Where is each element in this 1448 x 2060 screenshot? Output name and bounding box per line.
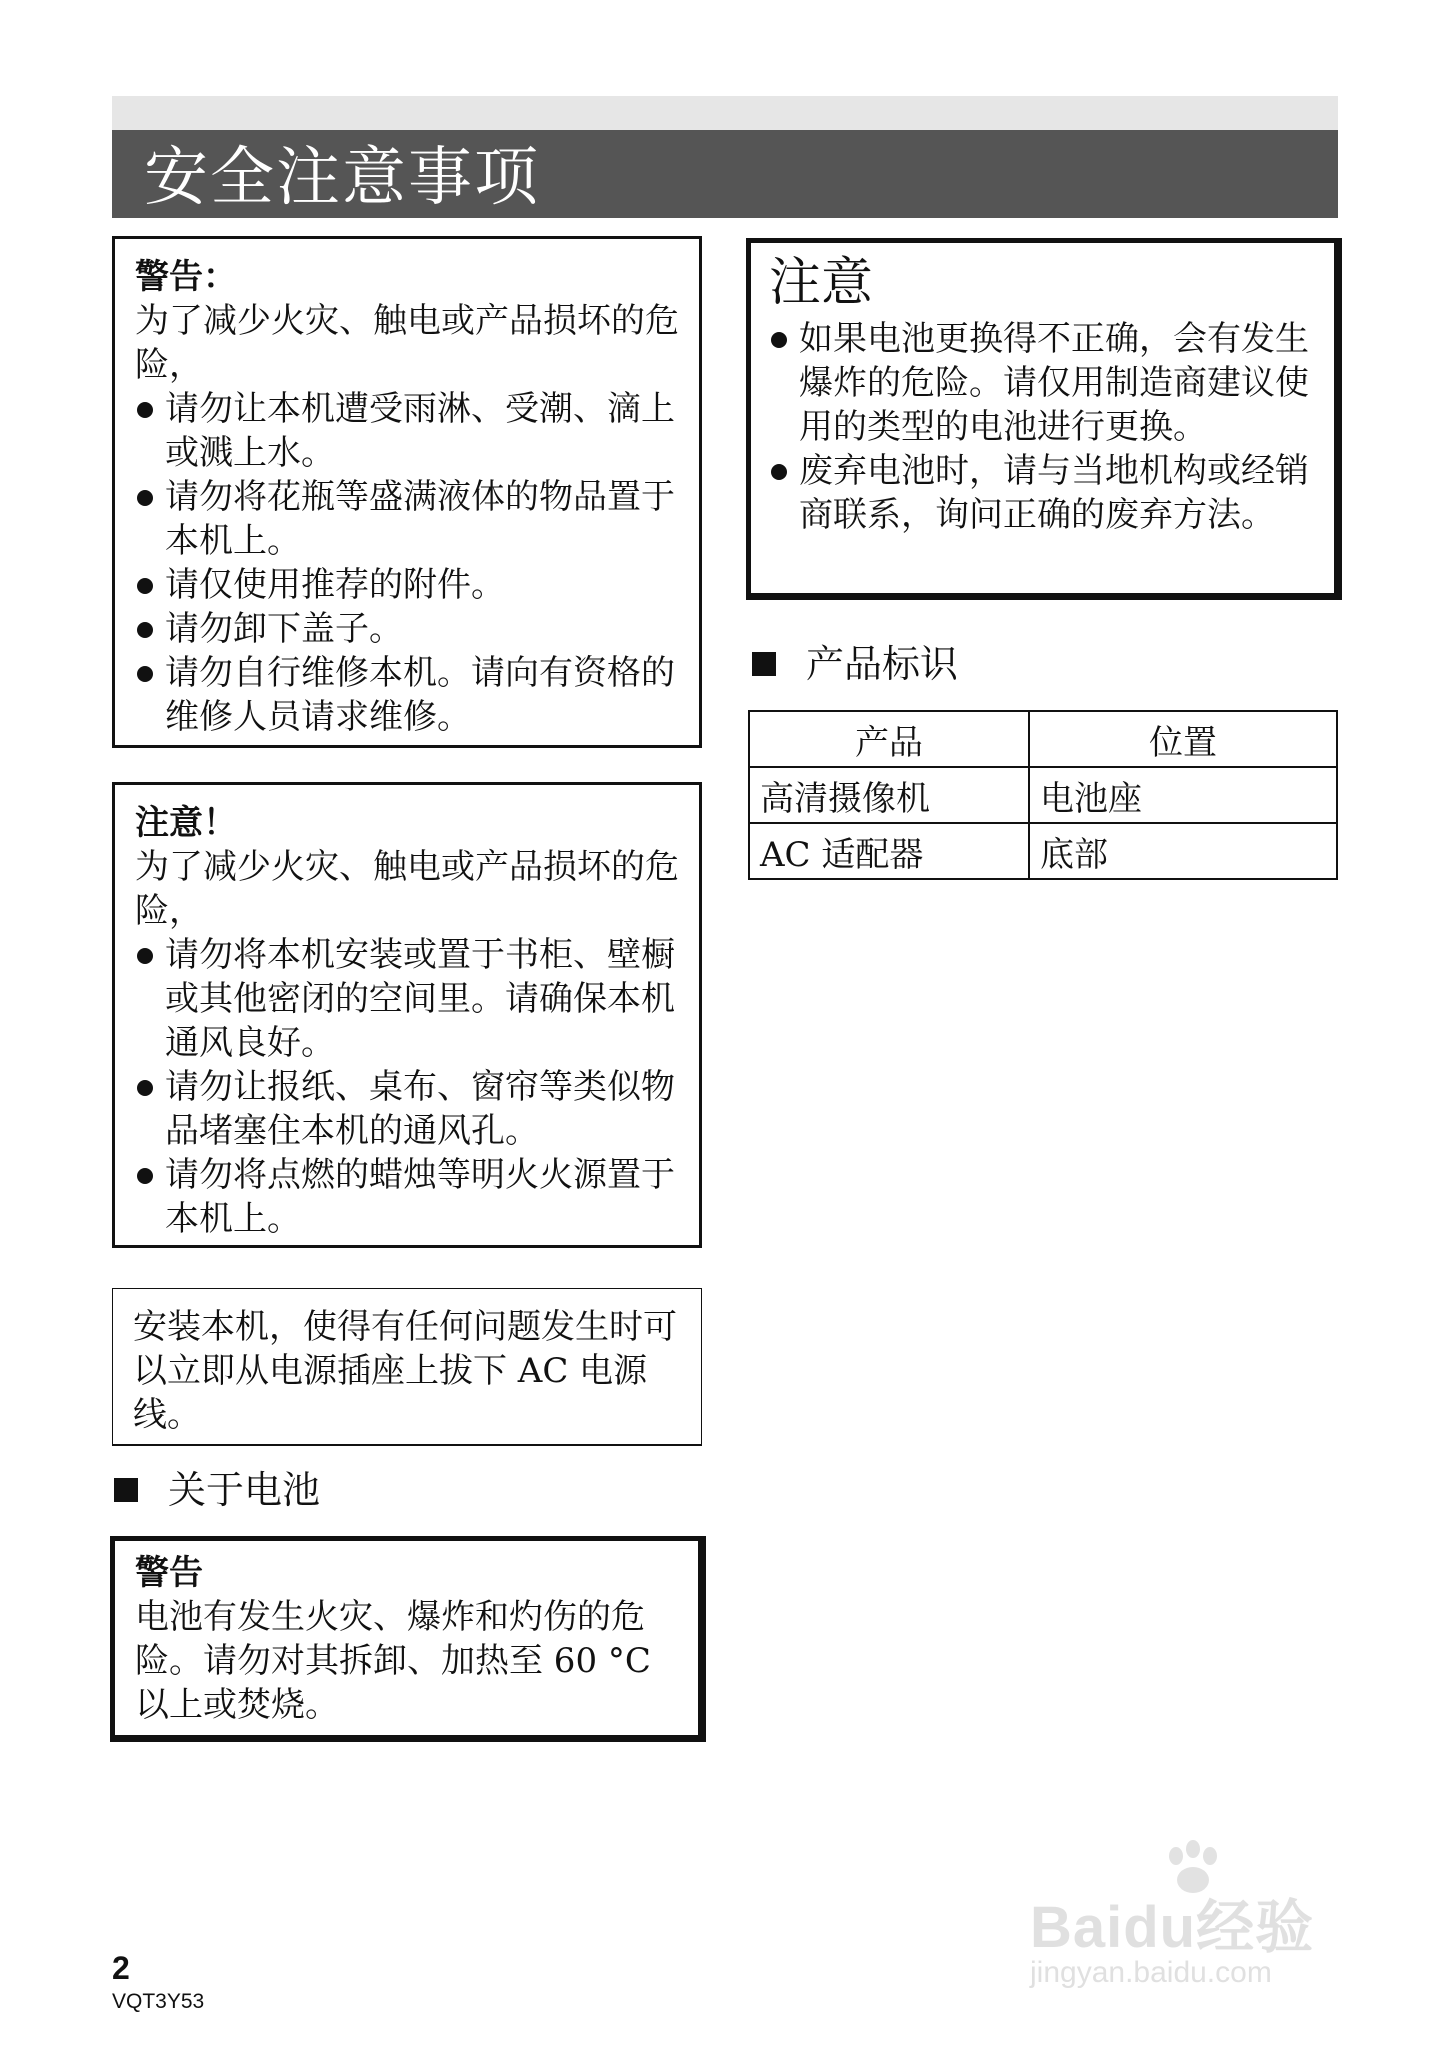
bullet-icon xyxy=(137,948,153,964)
battery-caution-box xyxy=(746,238,1342,600)
battery-warning-box xyxy=(110,1536,706,1742)
watermark-url: jingyan.baidu.com xyxy=(1030,1956,1272,1989)
warning-item: 请勿自行维修本机。请向有资格的维修人员请求维修。 xyxy=(135,651,679,739)
warning-item: 请勿卸下盖子。 xyxy=(135,607,679,651)
bullet-icon xyxy=(137,666,153,682)
title-bar xyxy=(112,96,1338,218)
battery-section-heading: 关于电池 xyxy=(114,1466,320,1514)
warning-intro: 为了减少火灾、触电或产品损坏的危险， xyxy=(135,301,679,385)
table-row xyxy=(749,767,1337,823)
install-note-text: 安装本机，使得有任何问题发生时可以立即从电源插座上拔下 AC 电源线。 xyxy=(133,1307,677,1435)
table-header-row xyxy=(749,711,1337,767)
caution-intro: 为了减少火灾、触电或产品损坏的危险， xyxy=(135,847,679,931)
page-number: 2 xyxy=(112,1950,130,1986)
column-header-product: 产品 xyxy=(749,711,1029,767)
install-note-box xyxy=(112,1288,702,1446)
bullet-icon xyxy=(137,1080,153,1096)
caution-box xyxy=(112,782,702,1248)
page-title: 安全注意事项 xyxy=(144,141,540,215)
product-id-table xyxy=(748,710,1338,880)
square-bullet-icon xyxy=(114,1478,138,1502)
watermark-brand: Baidu经验 xyxy=(1030,1895,1315,1960)
bullet-icon xyxy=(137,490,153,506)
battery-warning-text: 电池有发生火灾、爆炸和灼伤的危险。请勿对其拆卸、加热至 60 °C 以上或焚烧。 xyxy=(135,1597,651,1725)
bullet-icon xyxy=(137,578,153,594)
caution-heading: 注意！ xyxy=(135,803,237,843)
bullet-icon xyxy=(137,1168,153,1184)
caution-item: 请勿让报纸、桌布、窗帘等类似物品堵塞住本机的通风孔。 xyxy=(135,1065,679,1153)
table-cell: 高清摄像机 xyxy=(749,767,1029,823)
table-row xyxy=(749,823,1337,879)
battery-caution-item: 如果电池更换得不正确，会有发生爆炸的危险。请仅用制造商建议使用的类型的电池进行更换。 xyxy=(769,317,1314,449)
battery-caution-heading: 注意 xyxy=(769,253,874,313)
battery-warning-heading: 警告 xyxy=(135,1553,203,1593)
caution-item: 请勿将本机安装或置于书柜、壁橱或其他密闭的空间里。请确保本机通风良好。 xyxy=(135,933,679,1065)
table-cell: AC 适配器 xyxy=(749,823,1029,879)
product-id-heading: 产品标识 xyxy=(752,640,958,688)
bullet-icon xyxy=(771,332,787,348)
baidu-watermark xyxy=(1030,1840,1370,2020)
warning-item: 请勿将花瓶等盛满液体的物品置于本机上。 xyxy=(135,475,679,563)
caution-list xyxy=(135,933,679,1241)
warning-heading: 警告： xyxy=(135,257,237,297)
warning-box xyxy=(112,236,702,748)
bullet-icon xyxy=(137,402,153,418)
warning-item: 请仅使用推荐的附件。 xyxy=(135,563,679,607)
bullet-icon xyxy=(137,622,153,638)
warning-item: 请勿让本机遭受雨淋、受潮、滴上或溅上水。 xyxy=(135,387,679,475)
warning-list xyxy=(135,387,679,739)
column-header-location: 位置 xyxy=(1029,711,1337,767)
bullet-icon xyxy=(771,464,787,480)
caution-item: 请勿将点燃的蜡烛等明火火源置于本机上。 xyxy=(135,1153,679,1241)
document-code: VQT3Y53 xyxy=(112,1990,205,2013)
battery-caution-list xyxy=(769,317,1314,537)
table-cell: 底部 xyxy=(1029,823,1337,879)
table-cell: 电池座 xyxy=(1029,767,1337,823)
battery-caution-item: 废弃电池时，请与当地机构或经销商联系，询问正确的废弃方法。 xyxy=(769,449,1314,537)
square-bullet-icon xyxy=(752,652,776,676)
